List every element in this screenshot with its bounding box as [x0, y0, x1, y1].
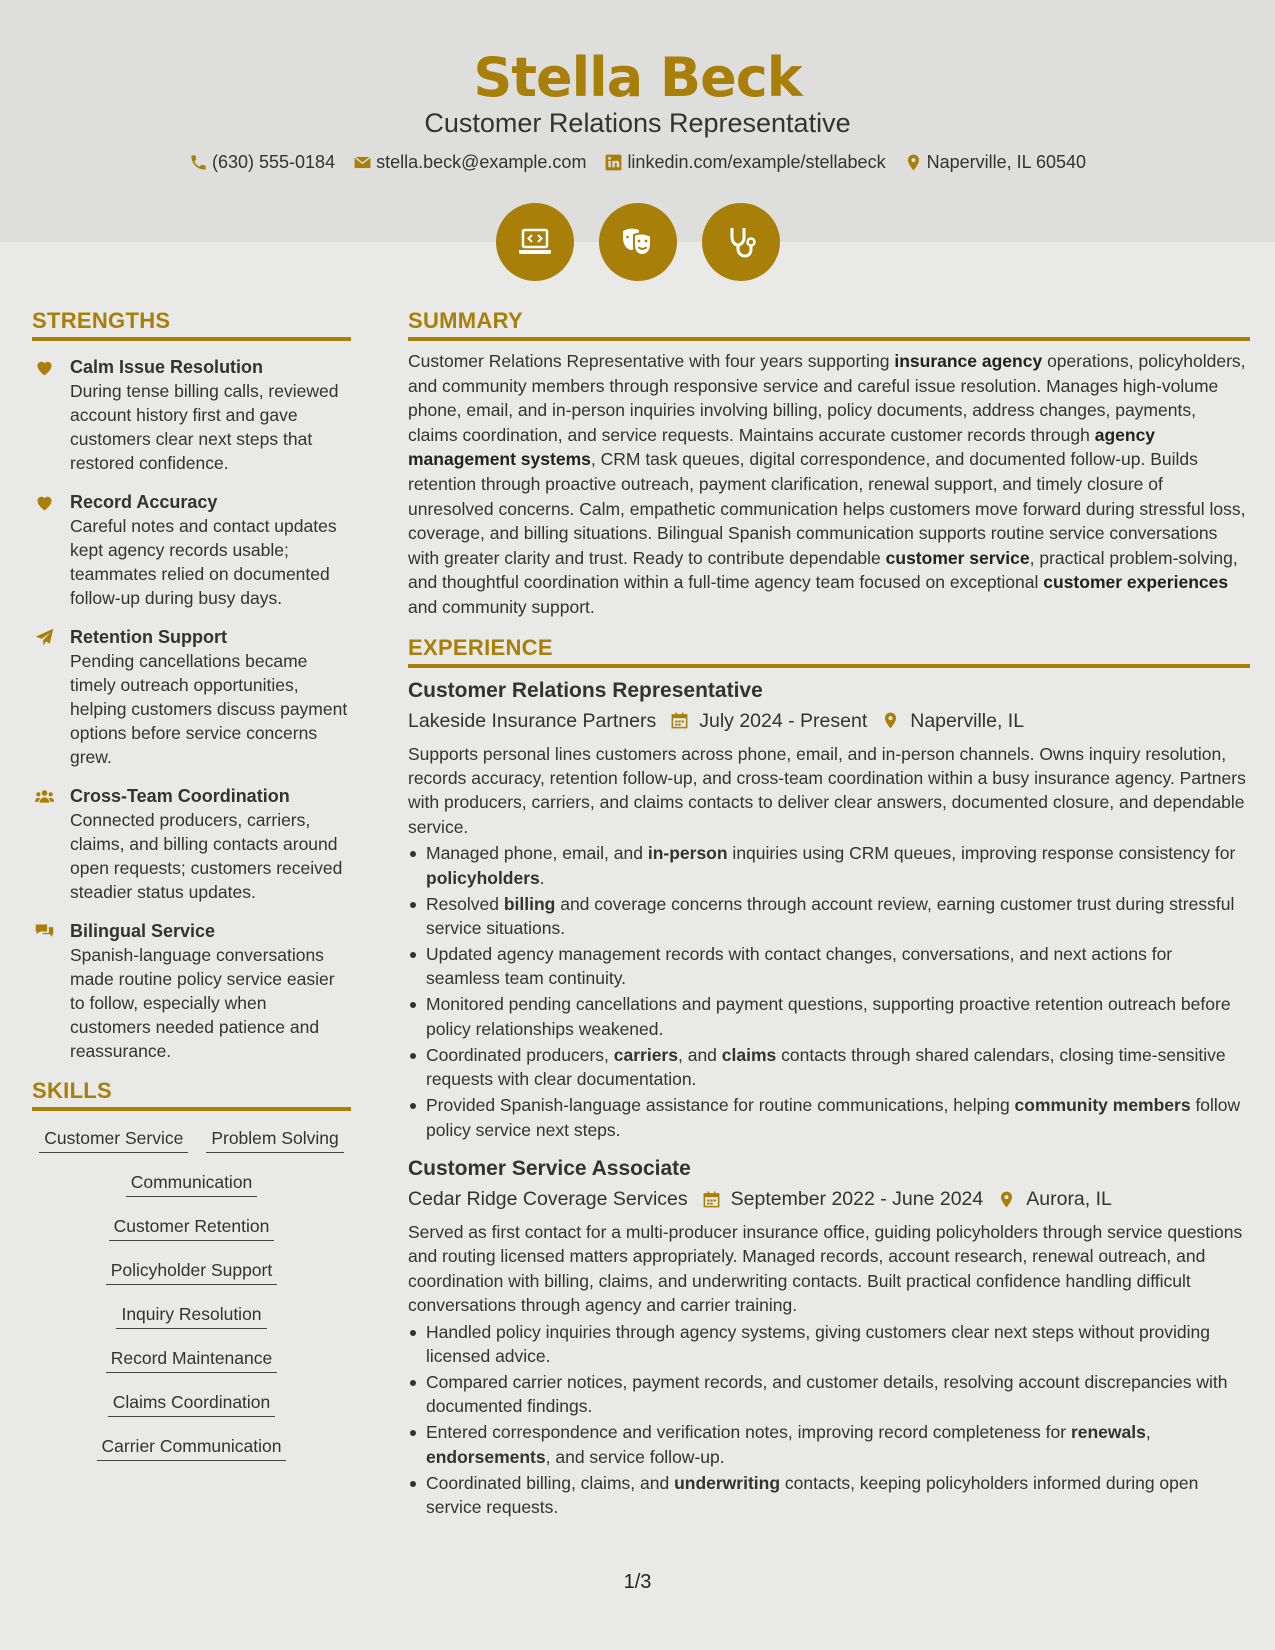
- job-entry: [408, 1156, 1250, 1520]
- text-run: Coordinated producers,: [426, 1044, 614, 1065]
- skill-tag: Inquiry Resolution: [116, 1299, 266, 1329]
- strength-item: [32, 355, 351, 475]
- strength-item: [32, 784, 351, 904]
- calendar-icon: [670, 711, 689, 730]
- job-location: Naperville, IL: [910, 709, 1025, 732]
- bold-text: policyholders: [426, 867, 540, 888]
- strength-item: [32, 490, 351, 610]
- skill-tag: Customer Retention: [109, 1211, 275, 1241]
- text-run: Entered correspondence and verification notes, improving record completeness for: [426, 1422, 1071, 1443]
- text-run: , and service follow-up.: [545, 1446, 725, 1467]
- job-bullet: [408, 1043, 1250, 1092]
- job-role: Customer Service Associate: [408, 1157, 691, 1180]
- skill-tag: Carrier Communication: [97, 1431, 287, 1461]
- linkedin-icon: [604, 153, 623, 172]
- job-bullet: [408, 841, 1250, 890]
- job-location: Aurora, IL: [1026, 1188, 1112, 1210]
- theater-masks-icon: [618, 222, 658, 262]
- bold-text: endorsements: [426, 1446, 546, 1467]
- candidate-title: Customer Relations Representative: [424, 108, 851, 138]
- text-run: contacts through shared calendars, closing time-sensitive requests with clear documentation.: [426, 1044, 1226, 1090]
- strength-item: [32, 919, 351, 1063]
- right-column: [408, 308, 1250, 1521]
- bold-text: underwriting: [674, 1472, 781, 1493]
- strength-description: Connected producers, carriers, claims, and billing contacts around open requests; customers received steadier status updates.: [70, 810, 343, 902]
- text-run: and coverage concerns through account review, earning customer trust during stressful service situations.: [426, 893, 1235, 938]
- strength-name: Record Accuracy: [70, 492, 218, 512]
- strength-item: [32, 625, 351, 769]
- skills-list: [32, 1123, 351, 1475]
- experience-heading: EXPERIENCE: [408, 635, 1250, 668]
- text-run: , practical problem-solving, and thoughtful coordination within a full-time agency team focused on exceptional: [408, 547, 1238, 593]
- experience-list: [408, 678, 1250, 1520]
- job-bullets: [408, 1320, 1250, 1520]
- bold-text: customer service: [885, 547, 1030, 568]
- strengths-heading: STRENGTHS: [32, 308, 351, 341]
- skill-tag: Customer Service: [39, 1123, 188, 1153]
- linkedin-link[interactable]: linkedin.com/example/stellabeck: [627, 152, 886, 172]
- bold-text: community members: [1014, 1095, 1191, 1116]
- phone-icon: [189, 153, 208, 172]
- bold-text: renewals: [1070, 1422, 1146, 1443]
- strength-name: Retention Support: [70, 627, 227, 647]
- job-bullet: [408, 1320, 1250, 1369]
- users-icon: [34, 786, 55, 807]
- bold-text: insurance agency: [894, 351, 1043, 371]
- strength-name: Cross-Team Coordination: [70, 786, 290, 806]
- paper-plane-icon: [34, 627, 55, 648]
- job-bullet: [408, 1420, 1250, 1469]
- badge-stethoscope: [702, 203, 780, 281]
- email-link[interactable]: stella.beck@example.com: [376, 152, 587, 172]
- contact-linkedin[interactable]: [604, 152, 885, 173]
- skills-row: [32, 1167, 351, 1211]
- skills-row: [32, 1255, 351, 1299]
- text-run: Handled policy inquiries through agency systems, giving customers clear next steps without providing licensed advice.: [426, 1321, 1211, 1367]
- strength-description: Pending cancellations became timely outreach opportunities, helping customers discuss payment options before service concerns grew.: [70, 651, 348, 767]
- skills-row: [32, 1387, 351, 1431]
- text-run: , and: [677, 1044, 722, 1065]
- skills-row: [32, 1343, 351, 1387]
- strength-description: Careful notes and contact updates kept agency records usable; teammates relied on documented follow-up during busy days.: [70, 516, 337, 608]
- strength-icon-wrap: [32, 490, 70, 610]
- skills-row: [32, 1211, 351, 1255]
- bold-text: in-person: [647, 843, 728, 864]
- bold-text: claims: [721, 1044, 777, 1065]
- text-run: Resolved: [426, 893, 504, 914]
- left-column: [32, 308, 351, 1475]
- skill-tag: Record Maintenance: [106, 1343, 277, 1373]
- strength-icon-wrap: [32, 355, 70, 475]
- job-role: Customer Relations Representative: [408, 678, 763, 702]
- job-bullet: [408, 1471, 1250, 1520]
- text-run: Coordinated billing, claims, and: [426, 1472, 675, 1493]
- job-meta: [408, 1187, 1250, 1211]
- phone-text: (630) 555-0184: [211, 152, 336, 172]
- skills-row: [32, 1299, 351, 1343]
- job-entry: [408, 678, 1250, 1142]
- map-pin-icon: [904, 153, 923, 172]
- contact-email[interactable]: [353, 152, 586, 173]
- map-pin-icon: [997, 1190, 1016, 1209]
- text-run: contacts, keeping policyholders informed during open service requests.: [426, 1472, 1199, 1518]
- envelope-icon: [353, 153, 372, 172]
- bold-text: agency management systems: [408, 424, 1156, 470]
- job-description: Served as first contact for a multi-producer insurance office, guiding policyholders through service questions and routing licensed matters appropriately. Managed records, account research, renewal outreach, and coordination with billing, claims, and underwriting contacts. Built practical confidence handling difficult conversations through agency and carrier training.: [408, 1222, 1243, 1316]
- summary-heading: SUMMARY: [408, 308, 1250, 341]
- heart-icon: [34, 357, 55, 378]
- bold-text: customer experiences: [1043, 572, 1229, 593]
- strength-icon-wrap: [32, 784, 70, 904]
- job-company: Lakeside Insurance Partners: [408, 709, 657, 732]
- page-number: 1/3: [623, 1571, 652, 1593]
- strength-name: Bilingual Service: [70, 921, 216, 941]
- contact-phone: [189, 152, 335, 173]
- heart-icon: [34, 492, 55, 513]
- map-pin-icon: [881, 711, 900, 730]
- text-run: Updated agency management records with contact changes, conversations, and next actions for seamless team continuity.: [426, 943, 1173, 989]
- badge-laptop: [496, 203, 574, 281]
- summary-text: [408, 349, 1250, 620]
- text-run: .: [539, 867, 545, 888]
- calendar-icon: [702, 1190, 721, 1209]
- job-bullet: [408, 1370, 1250, 1419]
- job-bullet: [408, 942, 1250, 991]
- text-run: Monitored pending cancellations and payment questions, supporting proactive retention outreach before policy relationships weakened.: [426, 994, 1231, 1039]
- skills-heading: SKILLS: [32, 1078, 351, 1111]
- strength-name: Calm Issue Resolution: [70, 357, 264, 377]
- candidate-name: Stella Beck: [473, 46, 802, 109]
- text-run: Compared carrier notices, payment records, and customer details, resolving account discrepancies with documented findings.: [426, 1372, 1228, 1417]
- job-bullet: [408, 892, 1250, 941]
- text-run: Managed phone, email, and: [426, 843, 648, 864]
- job-dates: July 2024 - Present: [699, 709, 868, 732]
- job-meta: [408, 709, 1250, 733]
- job-bullet: [408, 1093, 1250, 1142]
- skill-tag: Communication: [126, 1167, 258, 1197]
- text-run: , CRM task queues, digital correspondence, and documented follow-up. Builds retention through proactive outreach, payment clarification, renewal support, and timely closure of unresolved concerns. Calm, empathetic communication helps customers move forward during stressful loss, coverage, and billing situations. Bilingual Spanish communication supports routine service conversations with greater clarity and trust. Ready to contribute dependable: [408, 449, 1246, 568]
- comments-icon: [34, 921, 55, 942]
- skill-tag: Claims Coordination: [108, 1387, 276, 1417]
- text-run: operations, policyholders, and community members through responsive service and careful issue resolution. Manages high-volume phone, email, and in-person inquiries involving billing, policy documents, address changes, payments, claims coordination, and service requests. Maintains accurate customer records through: [408, 351, 1246, 445]
- strength-description: During tense billing calls, reviewed account history first and gave customers clear next steps that restored confidence.: [70, 381, 339, 473]
- badge-masks: [599, 203, 677, 281]
- strength-description: Spanish-language conversations made routine policy service easier to follow, especially when customers needed patience and reassurance.: [70, 945, 335, 1061]
- contact-location: [904, 152, 1086, 173]
- location-text: Naperville, IL 60540: [926, 152, 1087, 172]
- skills-row: [32, 1431, 351, 1475]
- job-description: Supports personal lines customers across phone, email, and in-person channels. Owns inquiry resolution, records accuracy, retention follow-up, and cross-team coordination within a busy insurance agency. Partners with producers, carriers, and claims contacts to deliver clear answers, documented closure, and dependable service.: [408, 743, 1246, 837]
- contact-bar: [0, 152, 1275, 173]
- strengths-list: [32, 355, 351, 1063]
- bold-text: billing: [503, 893, 556, 914]
- laptop-code-icon: [515, 222, 555, 262]
- text-run: inquiries using CRM queues, improving response consistency for: [727, 843, 1236, 864]
- strength-icon-wrap: [32, 919, 70, 1063]
- skill-tag: Policyholder Support: [106, 1255, 277, 1285]
- strength-icon-wrap: [32, 625, 70, 769]
- badge-row: [0, 203, 1275, 281]
- job-bullet: [408, 992, 1250, 1041]
- skills-row: [32, 1123, 351, 1167]
- text-run: follow policy service next steps.: [426, 1095, 1241, 1140]
- text-run: and community support.: [408, 596, 595, 617]
- text-run: Provided Spanish-language assistance for routine communications, helping: [426, 1095, 1015, 1116]
- job-company: Cedar Ridge Coverage Services: [408, 1188, 688, 1210]
- text-run: ,: [1145, 1422, 1151, 1443]
- skill-tag: Problem Solving: [206, 1123, 343, 1153]
- stethoscope-icon: [721, 222, 761, 262]
- job-bullets: [408, 841, 1250, 1142]
- text-run: Customer Relations Representative with four years supporting: [408, 351, 895, 371]
- bold-text: carriers: [613, 1044, 678, 1065]
- job-dates: September 2022 - June 2024: [730, 1188, 984, 1210]
